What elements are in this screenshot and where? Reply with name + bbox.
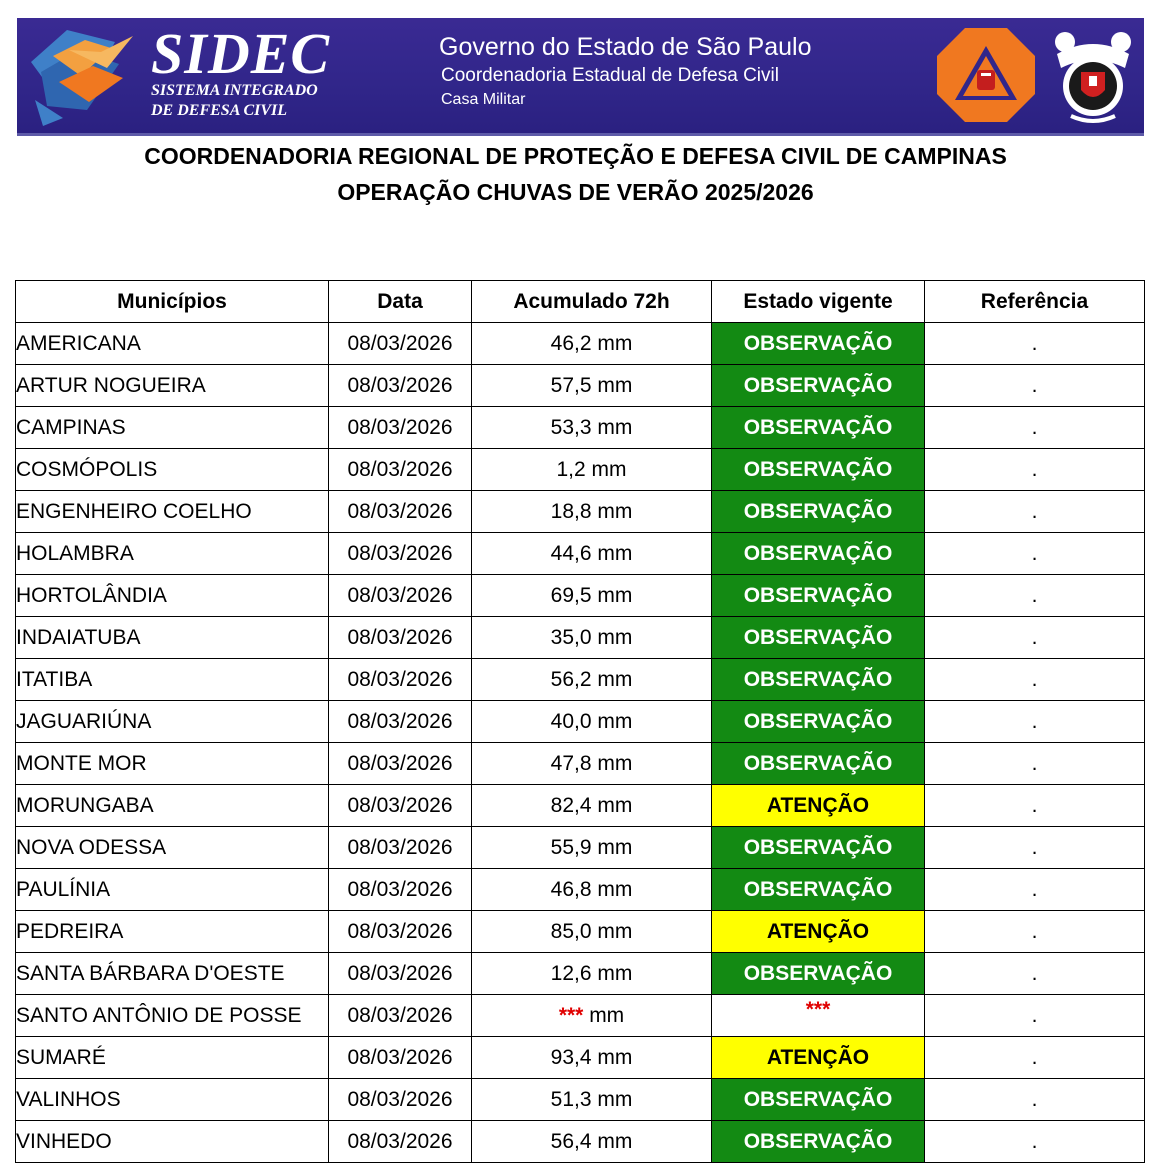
cell-data: 08/03/2026 [329,365,472,407]
sidec-subtitle-1: SISTEMA INTEGRADO [151,82,318,99]
cell-estado: OBSERVAÇÃO [712,1121,925,1163]
cell-acumulado: 44,6 mm [472,533,712,575]
page-subtitle: OPERAÇÃO CHUVAS DE VERÃO 2025/2026 [337,179,814,205]
table-row [16,659,1145,701]
unit-label: mm [589,1004,625,1027]
cell-municipio: VINHEDO [16,1121,329,1163]
banner-divider [17,133,1144,136]
cell-referencia: . [925,365,1145,407]
cell-municipio: SANTA BÁRBARA D'OESTE [16,953,329,995]
cell-municipio: JAGUARIÚNA [16,701,329,743]
cell-referencia: . [925,995,1145,1037]
cell-acumulado: 93,4 mm [472,1037,712,1079]
cell-referencia: . [925,659,1145,701]
cell-municipio: INDAIATUBA [16,617,329,659]
cell-data: 08/03/2026 [329,491,472,533]
cell-municipio: ITATIBA [16,659,329,701]
cell-referencia: . [925,1121,1145,1163]
cell-estado: ATENÇÃO [712,785,925,827]
cell-estado: OBSERVAÇÃO [712,533,925,575]
cell-data: 08/03/2026 [329,575,472,617]
gov-title: Governo do Estado de São Paulo [439,33,812,61]
cell-data: 08/03/2026 [329,869,472,911]
cell-data: 08/03/2026 [329,743,472,785]
cell-municipio: AMERICANA [16,323,329,365]
header-banner [17,18,1144,136]
table-row [16,701,1145,743]
cell-acumulado: 12,6 mm [472,953,712,995]
cell-data: 08/03/2026 [329,1037,472,1079]
cell-municipio: VALINHOS [16,1079,329,1121]
cell-municipio: SANTO ANTÔNIO DE POSSE [16,995,329,1037]
table-row [16,323,1145,365]
cell-municipio: PEDREIRA [16,911,329,953]
table-row [16,491,1145,533]
table-row [16,785,1145,827]
cell-acumulado: 53,3 mm [472,407,712,449]
gov-subtitle: Coordenadoria Estadual de Defesa Civil [441,65,779,86]
cell-acumulado: 85,0 mm [472,911,712,953]
cell-referencia: . [925,953,1145,995]
table-header-row [16,281,1145,323]
cell-data: 08/03/2026 [329,911,472,953]
cell-municipio: ENGENHEIRO COELHO [16,491,329,533]
table-row [16,449,1145,491]
header-referencia: Referência [925,281,1145,323]
cell-acumulado: 57,5 mm [472,365,712,407]
table-row [16,869,1145,911]
cell-acumulado: 56,2 mm [472,659,712,701]
cell-municipio: HORTOLÂNDIA [16,575,329,617]
cell-estado: OBSERVAÇÃO [712,617,925,659]
cell-referencia: . [925,869,1145,911]
cell-referencia: . [925,743,1145,785]
header-municipios: Municípios [16,281,329,323]
cell-data: 08/03/2026 [329,407,472,449]
cell-acumulado: 1,2 mm [472,449,712,491]
cell-estado: OBSERVAÇÃO [712,743,925,785]
rainfall-table [15,280,1145,1163]
table-row [16,827,1145,869]
cell-estado: OBSERVAÇÃO [712,1079,925,1121]
cell-acumulado: 82,4 mm [472,785,712,827]
cell-municipio: SUMARÉ [16,1037,329,1079]
cell-acumulado: 47,8 mm [472,743,712,785]
cell-data: 08/03/2026 [329,449,472,491]
table-row [16,575,1145,617]
sidec-title: SIDEC [151,21,331,86]
cell-referencia: . [925,785,1145,827]
table-row [16,533,1145,575]
cell-acumulado: 46,8 mm [472,869,712,911]
cell-data: 08/03/2026 [329,1079,472,1121]
cell-referencia: . [925,407,1145,449]
cell-acumulado: 51,3 mm [472,1079,712,1121]
civil-defense-emblem-icon [935,26,1037,124]
cell-estado: OBSERVAÇÃO [712,323,925,365]
cell-estado: OBSERVAÇÃO [712,491,925,533]
sidec-logo-icon [23,22,143,132]
cell-estado: OBSERVAÇÃO [712,407,925,449]
cell-acumulado [472,995,712,1037]
cell-acumulado: 35,0 mm [472,617,712,659]
sidec-subtitle-2: DE DEFESA CIVIL [151,102,288,119]
cell-municipio: MONTE MOR [16,743,329,785]
table-row [16,911,1145,953]
table-row [16,407,1145,449]
cell-estado: *** [712,995,925,1037]
cell-acumulado: 18,8 mm [472,491,712,533]
cell-data: 08/03/2026 [329,1121,472,1163]
cell-data: 08/03/2026 [329,701,472,743]
cell-referencia: . [925,533,1145,575]
table-row [16,1037,1145,1079]
header-estado: Estado vigente [712,281,925,323]
cell-data: 08/03/2026 [329,533,472,575]
cell-acumulado: 56,4 mm [472,1121,712,1163]
cell-data: 08/03/2026 [329,785,472,827]
cell-municipio: PAULÍNIA [16,869,329,911]
cell-estado: OBSERVAÇÃO [712,659,925,701]
cell-data: 08/03/2026 [329,617,472,659]
cell-acumulado: 40,0 mm [472,701,712,743]
table-row [16,617,1145,659]
cell-municipio: MORUNGABA [16,785,329,827]
cell-estado: OBSERVAÇÃO [712,953,925,995]
cell-municipio: ARTUR NOGUEIRA [16,365,329,407]
cell-referencia: . [925,1079,1145,1121]
header-data: Data [329,281,472,323]
cell-referencia: . [925,617,1145,659]
cell-referencia: . [925,575,1145,617]
cell-referencia: . [925,449,1145,491]
cell-estado: OBSERVAÇÃO [712,827,925,869]
table-row [16,1121,1145,1163]
cell-data: 08/03/2026 [329,995,472,1037]
cell-data: 08/03/2026 [329,659,472,701]
table-row [16,1079,1145,1121]
casa-militar-emblem-icon [1047,24,1139,128]
cell-referencia: . [925,1037,1145,1079]
cell-referencia: . [925,827,1145,869]
page-title: COORDENADORIA REGIONAL DE PROTEÇÃO E DEFESA CIVIL DE CAMPINAS [144,143,1007,169]
table-row [16,995,1145,1037]
cell-acumulado: 46,2 mm [472,323,712,365]
cell-acumulado: 69,5 mm [472,575,712,617]
table-row [16,743,1145,785]
cell-referencia: . [925,911,1145,953]
cell-data: 08/03/2026 [329,827,472,869]
cell-estado: ATENÇÃO [712,1037,925,1079]
missing-value-marker: *** [558,1004,584,1027]
table-row [16,953,1145,995]
cell-estado: OBSERVAÇÃO [712,365,925,407]
header-acumulado: Acumulado 72h [472,281,712,323]
cell-acumulado: 55,9 mm [472,827,712,869]
table-row [16,365,1145,407]
cell-estado: OBSERVAÇÃO [712,449,925,491]
cell-data: 08/03/2026 [329,953,472,995]
cell-municipio: COSMÓPOLIS [16,449,329,491]
cell-referencia: . [925,323,1145,365]
cell-estado: OBSERVAÇÃO [712,869,925,911]
cell-referencia: . [925,491,1145,533]
cell-estado: ATENÇÃO [712,911,925,953]
cell-municipio: NOVA ODESSA [16,827,329,869]
cell-referencia: . [925,701,1145,743]
cell-municipio: CAMPINAS [16,407,329,449]
gov-department: Casa Militar [441,91,526,108]
cell-municipio: HOLAMBRA [16,533,329,575]
cell-estado: OBSERVAÇÃO [712,575,925,617]
cell-data: 08/03/2026 [329,323,472,365]
cell-estado: OBSERVAÇÃO [712,701,925,743]
